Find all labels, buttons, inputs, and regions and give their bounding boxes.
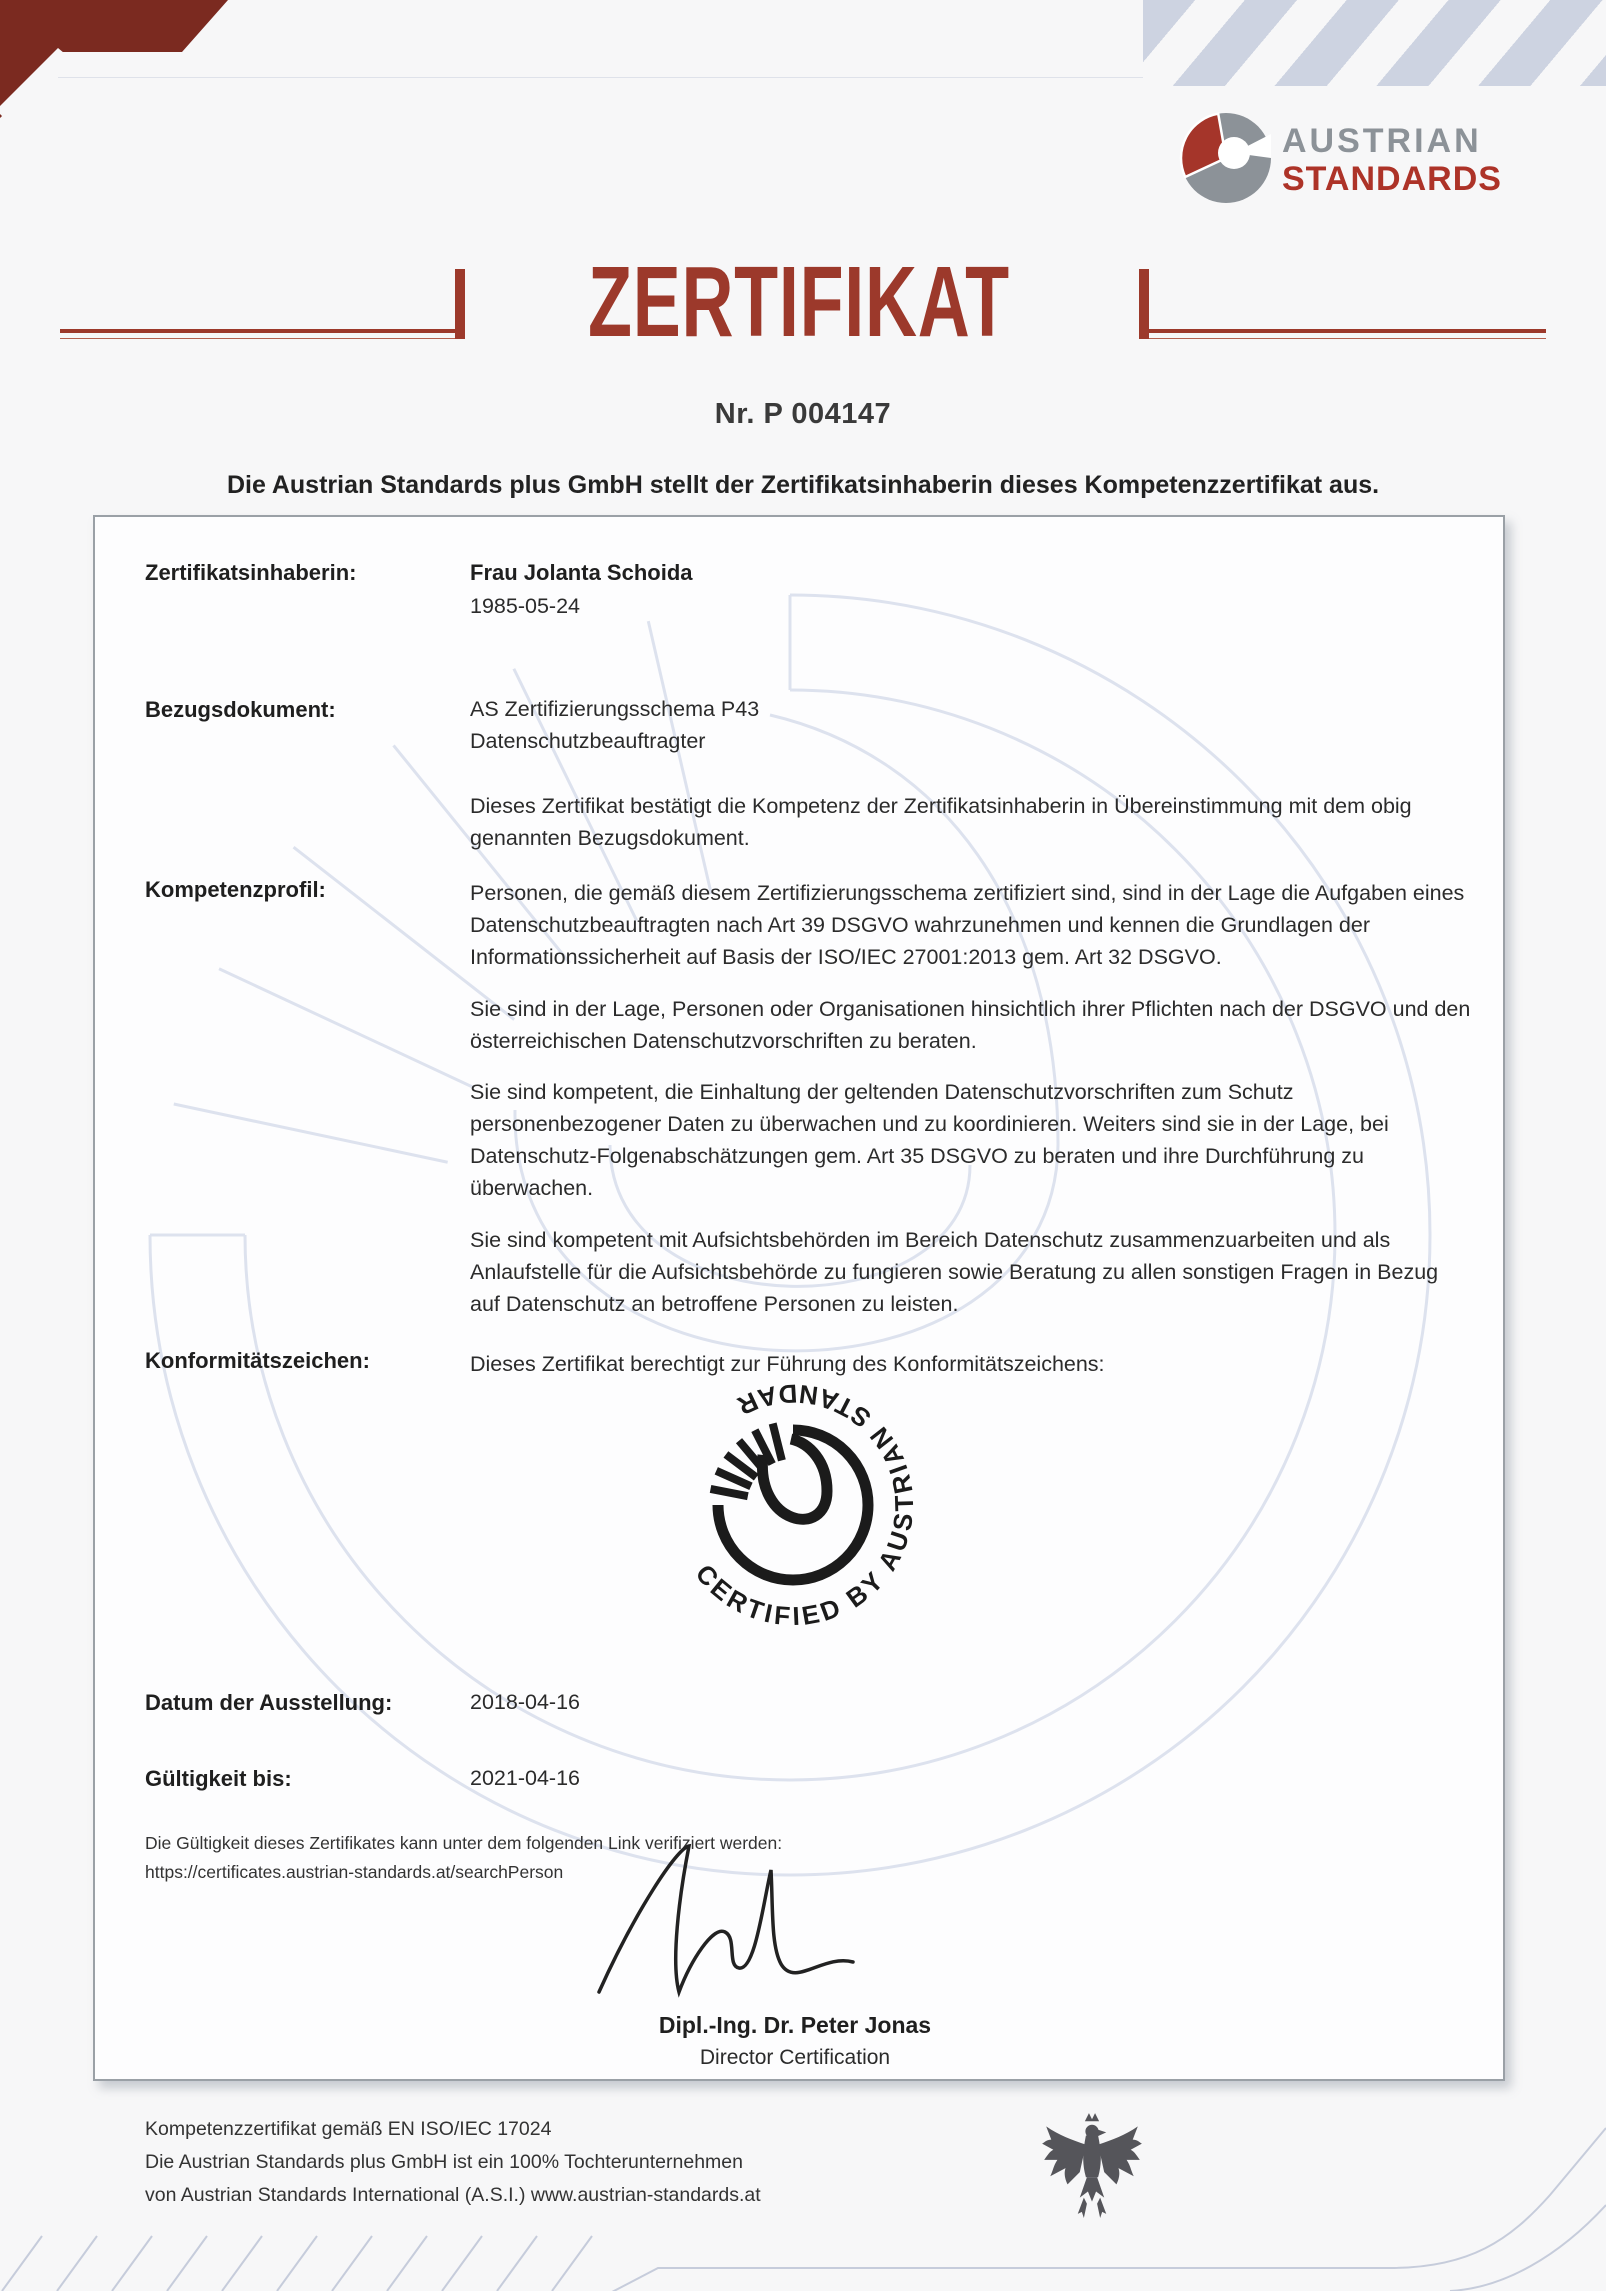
title-rule-right: [1149, 329, 1546, 333]
title-rule-right-thin: [1149, 338, 1546, 339]
page-title: ZERTIFIKAT: [588, 245, 1010, 358]
reference-label: Bezugsdokument:: [145, 697, 336, 722]
competence-paragraph: Sie sind kompetent, die Einhaltung der geltenden Datenschutzvorschriften zum Schutz personenbezogener Daten zu überwachen und zu koordinieren. Weiters sind sie in der Lage, bei Datenschutz-Folgenabschätzungen gem. Art 35 DSGVO zu beraten und ihre Durchführung zu überwachen.: [470, 1080, 1389, 1200]
austrian-standards-logo: [1178, 106, 1518, 210]
conformity-label: Konformitätszeichen:: [145, 1348, 370, 1373]
intro-line: Die Austrian Standards plus GmbH stellt der Zertifikatsinhaberin dieses Kompetenzzertifikat aus.: [226, 471, 1380, 499]
certificate-number: Nr. P 004147: [714, 398, 892, 430]
seal-ring-text: CERTIFIED BY AUSTRIAN STANDARDS: [689, 1378, 920, 1632]
footer-line: von Austrian Standards International (A.S.I.) www.austrian-standards.at: [145, 2184, 761, 2206]
title-rule-left-thin: [60, 338, 455, 339]
holder-birthdate: 1985-05-24: [470, 594, 580, 618]
issue-date-value: 2018-04-16: [470, 1690, 580, 1714]
logo-word-austrian: AUSTRIAN: [1282, 122, 1482, 160]
reference-confirmation: Dieses Zertifikat bestätigt die Kompetenz der Zertifikatsinhaberin in Übereinstimmung mit dem obig genannten Bezugsdokument.: [470, 794, 1412, 850]
signature-handwriting: [585, 1842, 965, 2012]
title-bar-right: [1139, 269, 1149, 339]
footer-line: Die Austrian Standards plus GmbH ist ein 100% Tochterunternehmen: [145, 2151, 743, 2173]
verification-note: Die Gültigkeit dieses Zertifikates kann unter dem folgenden Link verifiziert werden:: [145, 1833, 783, 1853]
competence-paragraph: Personen, die gemäß diesem Zertifizierungsschema zertifiziert sind, sind in der Lage die Aufgaben eines Datenschutzbeauftragten nach Art 39 DSGVO wahrzunehmen und kennen die Grundlagen der Informationssicherheit auf Basis der ISO/IEC 27001:2013 gem. Art 32 DSGVO.: [470, 881, 1465, 969]
issue-date-label: Datum der Ausstellung:: [145, 1690, 393, 1715]
logo-word-standards: STANDARDS: [1282, 160, 1502, 198]
competence-paragraph: Sie sind in der Lage, Personen oder Organisationen hinsichtlich ihrer Pflichten nach der DSGVO und den österreichischen Datenschutzvorschriften zu beraten.: [470, 997, 1471, 1053]
reference-subject: Datenschutzbeauftragter: [470, 729, 706, 753]
logo-mark-icon: [1181, 113, 1271, 203]
title-wrap: [465, 245, 1133, 358]
title-rule-left: [60, 329, 455, 333]
hairline-decoration: [58, 77, 1143, 78]
title-bar-left: [455, 269, 465, 339]
corner-decoration-top-left: [0, 0, 260, 130]
certified-by-austrian-standards-seal: [628, 1340, 958, 1670]
signer-role: Director Certification: [699, 2046, 891, 2069]
valid-until-label: Gültigkeit bis:: [145, 1766, 292, 1791]
reference-scheme: AS Zertifizierungsschema P43: [470, 697, 760, 721]
holder-name: Frau Jolanta Schoida: [470, 560, 693, 585]
footer-line: Kompetenzzertifikat gemäß EN ISO/IEC 17024: [145, 2118, 552, 2140]
holder-label: Zertifikatsinhaberin:: [145, 560, 357, 585]
signer-name: Dipl.-Ing. Dr. Peter Jonas: [658, 2012, 932, 2038]
competence-paragraph: Sie sind kompetent mit Aufsichtsbehörden im Bereich Datenschutz zusammenzuarbeiten und als Anlaufstelle für die Aufsichtsbehörde zu fungieren sowie Beratung zu allen sonstigen Fragen in Bezug auf Datenschutz an betroffene Personen zu leisten.: [470, 1228, 1439, 1316]
seal-mark-icon: [711, 1423, 868, 1580]
valid-until-value: 2021-04-16: [470, 1766, 580, 1790]
bottom-decoration: [0, 2120, 1606, 2291]
svg-text:CERTIFIED BY AUSTRIAN STANDARD: [690, 1379, 920, 1632]
verification-url: https://certificates.austrian-standards.at/searchPerson: [145, 1862, 564, 1882]
competence-label: Kompetenzprofil:: [145, 877, 326, 902]
stripe-decoration-top-right: [1143, 0, 1606, 86]
conformity-text: Dieses Zertifikat berechtigt zur Führung des Konformitätszeichens:: [470, 1352, 1105, 1376]
